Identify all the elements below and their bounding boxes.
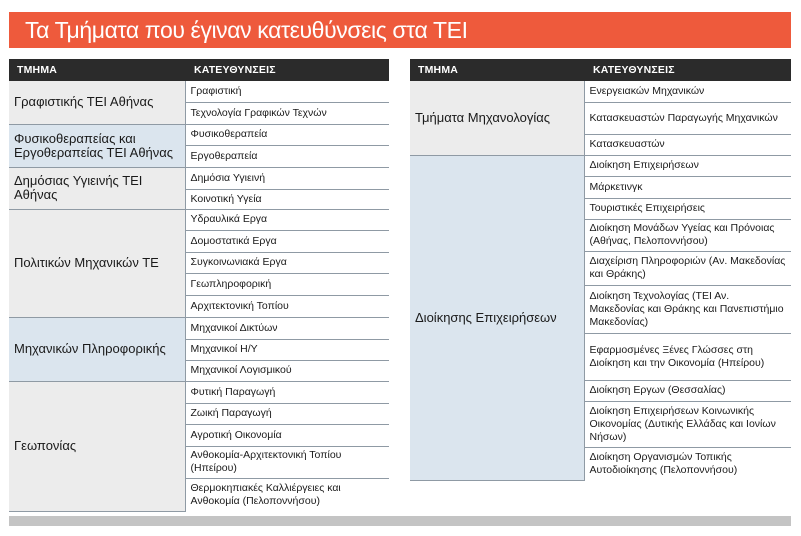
direction-cell: Διοίκηση Τεχνολογίας (ΤΕΙ Αν. Μακεδονίας και Θράκης και Πανεπιστήμιο Μακεδονίας) (584, 285, 791, 333)
direction-cell: Ανθοκομία-Αρχιτεκτονική Τοπίου (Ηπείρου) (185, 446, 389, 478)
direction-cell: Μηχανικοί Η/Υ (185, 339, 389, 360)
dept-column-header: ΤΜΗΜΑ (9, 59, 185, 81)
table-row (9, 167, 389, 189)
direction-cell: Κοινοτική Υγεία (185, 189, 389, 209)
department-cell: Τμήματα Μηχανολογίας (410, 81, 584, 155)
department-cell: Διοίκησης Επιχειρήσεων (410, 155, 584, 480)
direction-cell: Κατασκευαστών Παραγωγής Μηχανικών (584, 102, 791, 134)
department-cell: Μηχανικών Πληροφορικής (9, 317, 185, 381)
department-cell: Δημόσιας Υγιεινής ΤΕΙ Αθήνας (9, 167, 185, 209)
direction-cell: Μηχανικοί Λογισμικού (185, 360, 389, 381)
left-table (9, 59, 389, 512)
table-row (9, 209, 389, 230)
directions-column-header: ΚΑΤΕΥΘΥΝΣΕΙΣ (185, 59, 389, 81)
direction-cell: Διοίκηση Μονάδων Υγείας και Πρόνοιας (Αθήνας, Πελοποννήσου) (584, 219, 791, 251)
direction-cell: Διοίκηση Επιχειρήσεων (584, 155, 791, 176)
direction-cell: Εργοθεραπεία (185, 145, 389, 167)
right-table (410, 59, 791, 481)
direction-cell: Ενεργειακών Μηχανικών (584, 81, 791, 102)
direction-cell: Εφαρμοσμένες Ξένες Γλώσσες στη Διοίκηση και την Οικονομία (Ηπείρου) (584, 333, 791, 380)
table-row (9, 124, 389, 145)
page-title: Τα Τμήματα που έγιναν κατευθύνσεις στα ΤΕΙ (25, 17, 468, 43)
table-row (9, 317, 389, 339)
direction-cell: Γραφιστική (185, 81, 389, 102)
department-cell: Γεωπονίας (9, 381, 185, 511)
right-header-row (410, 59, 791, 81)
left-header-row (9, 59, 389, 81)
direction-cell: Διαχείριση Πληροφοριών (Αν. Μακεδονίας και Θράκης) (584, 251, 791, 285)
direction-cell: Διοίκηση Εργων (Θεσσαλίας) (584, 380, 791, 401)
direction-cell: Θερμοκηπιακές Καλλιέργειες και Ανθοκομία (Πελοποννήσου) (185, 478, 389, 511)
table-row (410, 155, 791, 176)
direction-cell: Αρχιτεκτονική Τοπίου (185, 295, 389, 317)
direction-cell: Δημόσια Υγιεινή (185, 167, 389, 189)
title-bar (9, 12, 791, 48)
direction-cell: Κατασκευαστών (584, 134, 791, 155)
direction-cell: Διοίκηση Οργανισμών Τοπικής Αυτοδιοίκησης (Πελοποννήσου) (584, 447, 791, 480)
direction-cell: Φυσικοθεραπεία (185, 124, 389, 145)
direction-cell: Γεωπληροφορική (185, 273, 389, 295)
table-row (410, 81, 791, 102)
direction-cell: Φυτική Παραγωγή (185, 381, 389, 403)
direction-cell: Ζωική Παραγωγή (185, 403, 389, 424)
direction-cell: Συγκοινωνιακά Εργα (185, 252, 389, 273)
direction-cell: Τουριστικές Επιχειρήσεις (584, 198, 791, 219)
direction-cell: Υδραυλικά Εργα (185, 209, 389, 230)
table-row (9, 381, 389, 403)
direction-cell: Δομοστατικά Εργα (185, 230, 389, 252)
direction-cell: Μάρκετινγκ (584, 176, 791, 198)
direction-cell: Διοίκηση Επιχειρήσεων Κοινωνικής Οικονομίας (Δυτικής Ελλάδας και Ιονίων Νήσων) (584, 401, 791, 447)
department-cell: Φυσικοθεραπείας και Εργοθεραπείας ΤΕΙ Αθήνας (9, 124, 185, 167)
dept-column-header: ΤΜΗΜΑ (410, 59, 584, 81)
bottom-bar (9, 516, 791, 526)
table-row (9, 81, 389, 102)
column-gap (389, 59, 410, 516)
direction-cell: Μηχανικοί Δικτύων (185, 317, 389, 339)
department-cell: Γραφιστικής ΤΕΙ Αθήνας (9, 81, 185, 124)
direction-cell: Τεχνολογία Γραφικών Τεχνών (185, 102, 389, 124)
directions-column-header: ΚΑΤΕΥΘΥΝΣΕΙΣ (584, 59, 791, 81)
direction-cell: Αγροτική Οικονομία (185, 424, 389, 446)
department-cell: Πολιτικών Μηχανικών ΤΕ (9, 209, 185, 317)
